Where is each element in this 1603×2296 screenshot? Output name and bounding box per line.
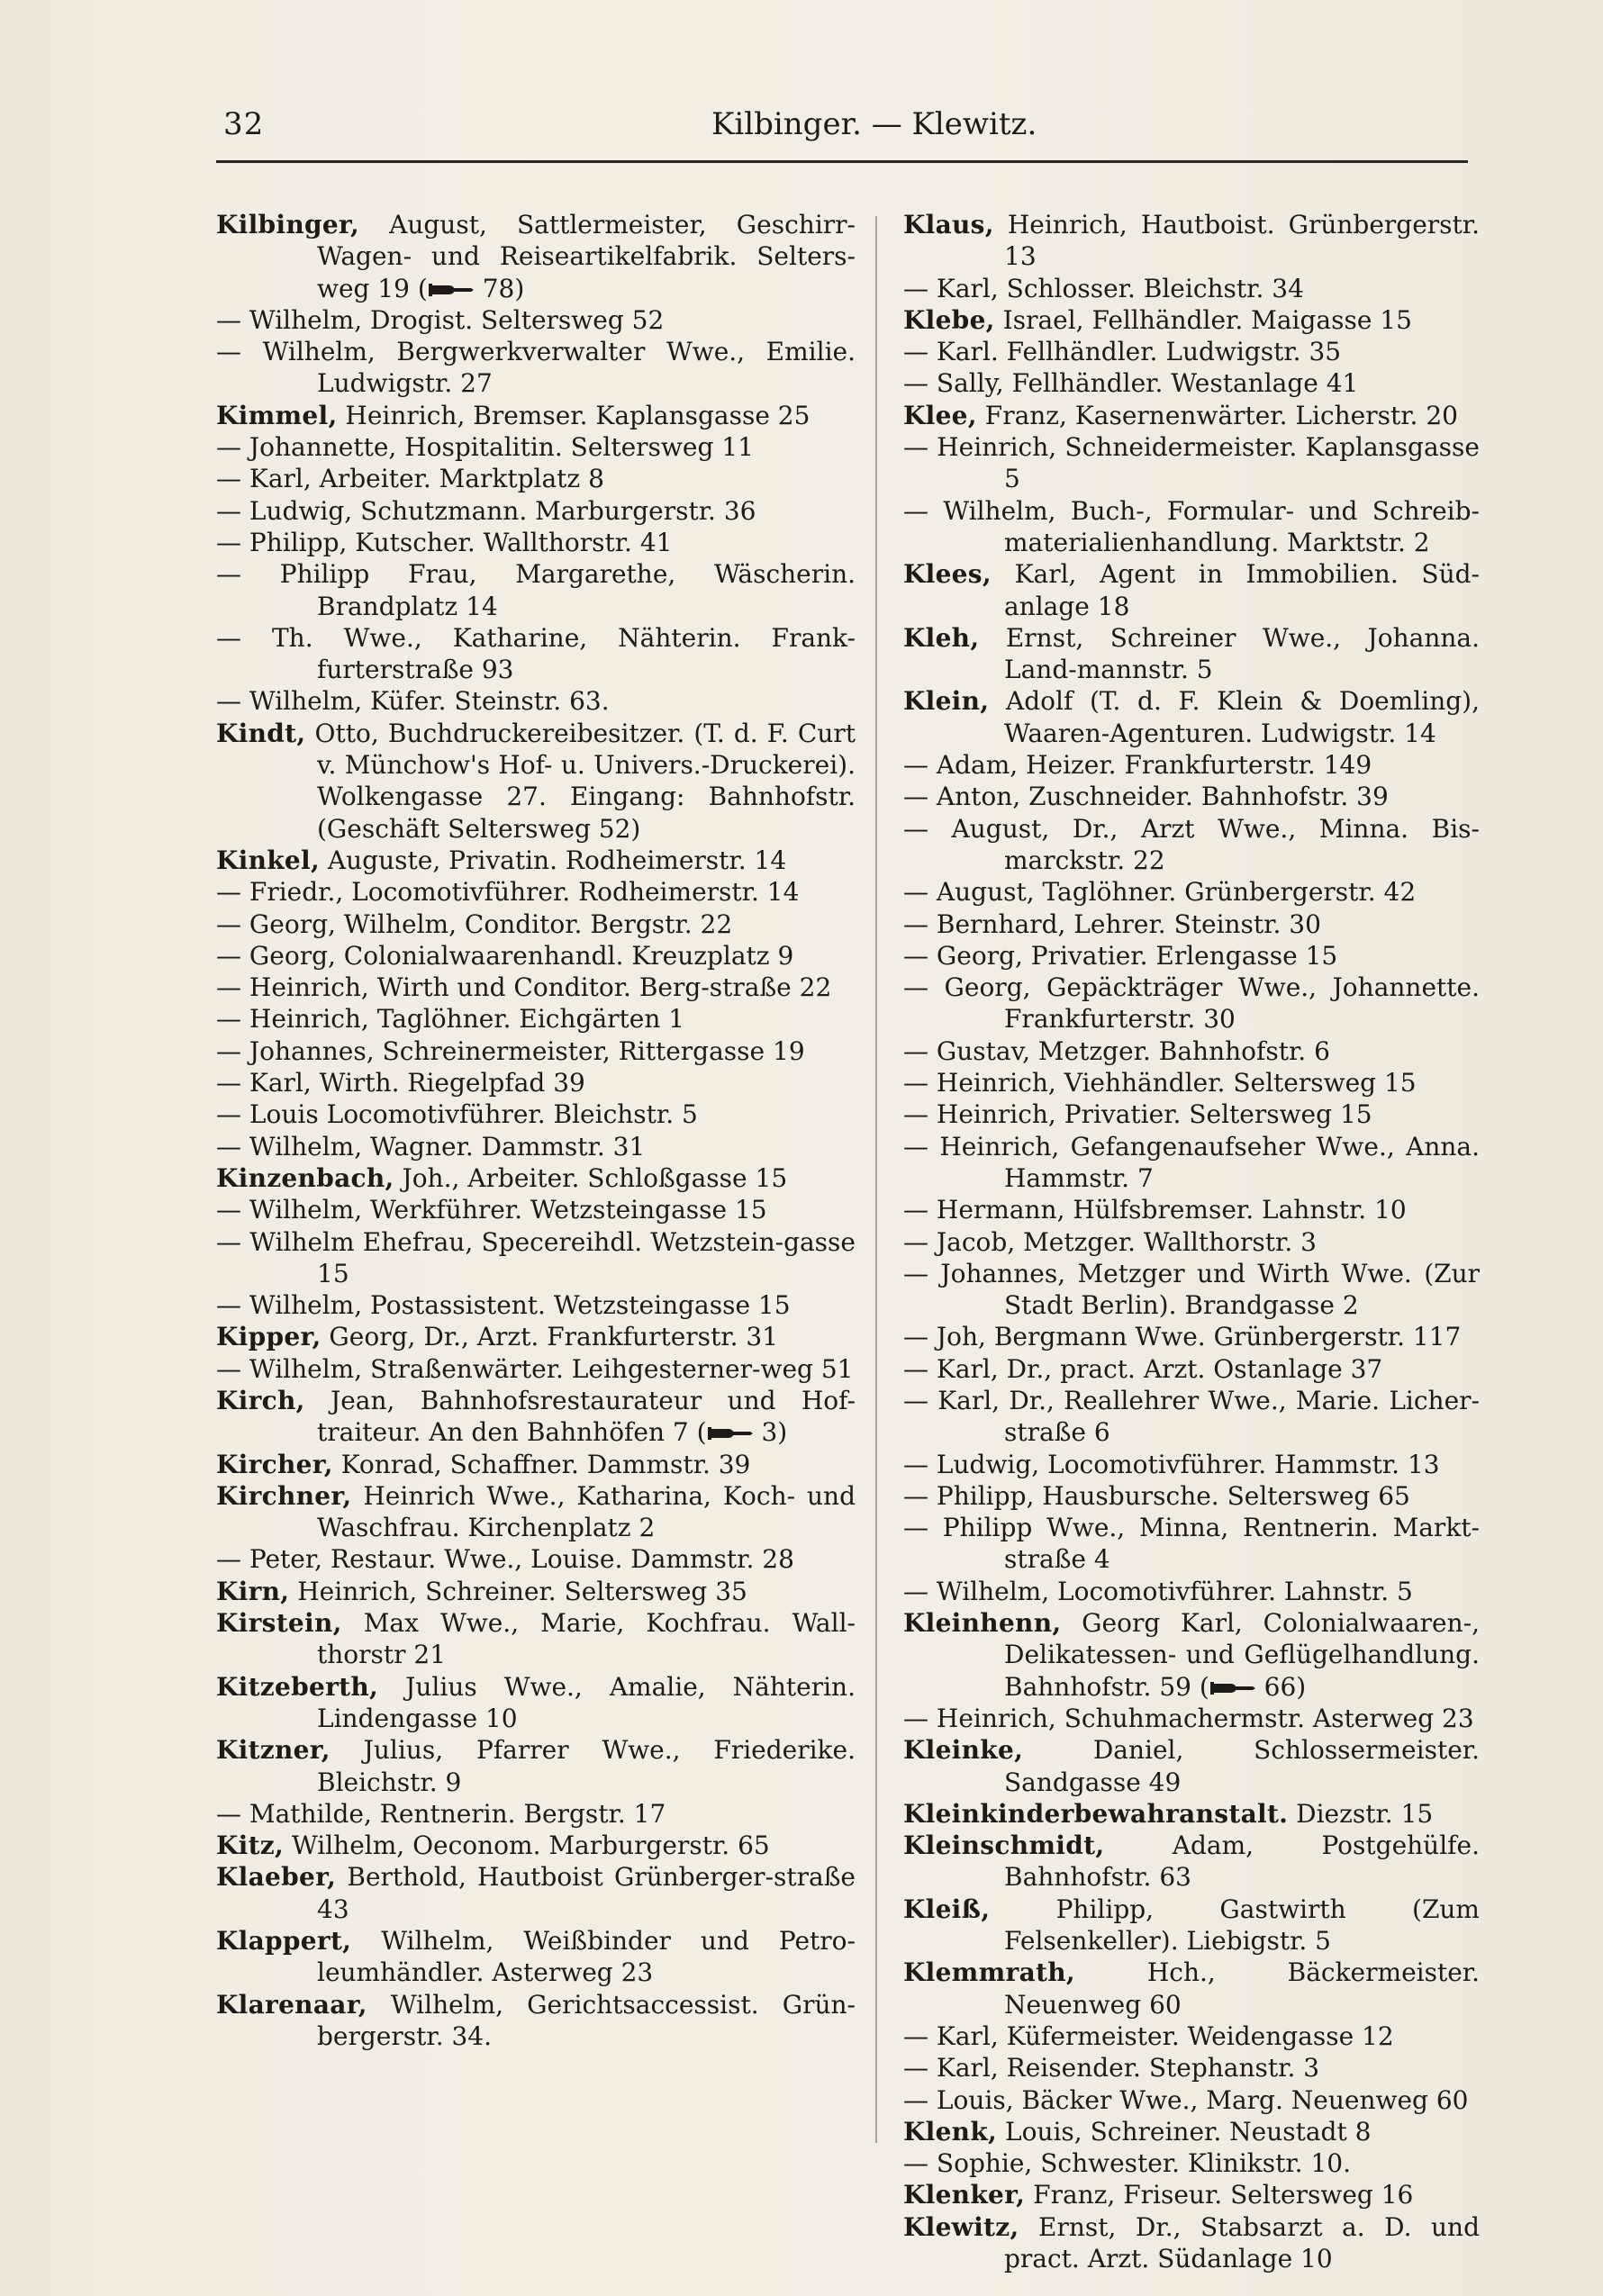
entry-details: — Wilhelm, Buch-, Formular- und Schreib-materialienhandlung. Marktstr. 2: [903, 495, 1480, 557]
entry-details: Julius, Pfarrer Wwe., Friederike. Bleichstr. 9: [317, 1735, 856, 1797]
entry-details: — Philipp, Kutscher. Wallthorstr. 41: [216, 527, 673, 557]
entry-details: Max Wwe., Marie, Kochfrau. Wall-thorstr 21: [317, 1608, 856, 1670]
directory-entry: [216, 908, 856, 940]
directory-entry: [903, 1385, 1480, 1449]
entry-details: Israel, Fellhändler. Maigasse 15: [994, 304, 1412, 335]
directory-entry: [903, 908, 1480, 940]
directory-entry: [216, 336, 856, 400]
header-rule: [216, 160, 1468, 163]
entry-surname: Klebe,: [903, 304, 995, 335]
directory-entry: [903, 685, 1480, 749]
entry-surname: Klee,: [903, 400, 977, 430]
telephone-hand-icon: [1209, 1679, 1256, 1697]
directory-entry: [216, 558, 856, 622]
directory-entry: [903, 1226, 1480, 1258]
directory-entry: [216, 1989, 856, 2053]
entry-details: — August, Taglöhner. Grünbergerstr. 42: [903, 877, 1417, 908]
entry-surname: Klees,: [903, 559, 992, 590]
directory-entry: [903, 781, 1480, 812]
entry-details: — Philipp Frau, Margarethe, Wäscherin. Brandplatz 14: [216, 559, 856, 621]
directory-entry: [903, 558, 1480, 622]
directory-entry: [216, 685, 856, 717]
entry-surname: Kleinschmidt,: [903, 1830, 1105, 1861]
directory-entry: [216, 845, 856, 876]
entry-details: — Philipp, Hausbursche. Seltersweg 65: [903, 1480, 1410, 1511]
entry-surname: Kirn,: [216, 1576, 290, 1606]
page-number: 32: [223, 106, 265, 142]
directory-entry: [216, 1607, 856, 1671]
entry-details: — Louis, Bäcker Wwe., Marg. Neuenweg 60: [903, 2084, 1469, 2115]
directory-entry: [216, 1925, 856, 1989]
entry-surname: Klenk,: [903, 2116, 998, 2147]
directory-entry: [216, 718, 856, 845]
directory-entry: [216, 209, 856, 304]
entry-details: — Mathilde, Rentnerin. Bergstr. 17: [216, 1798, 666, 1829]
directory-entry: [903, 209, 1480, 273]
entry-details: — Louis Locomotivführer. Bleichstr. 5: [216, 1099, 698, 1130]
entry-details: Diezstr. 15: [1288, 1798, 1434, 1829]
directory-entry: [903, 1258, 1480, 1322]
entry-details: — Wilhelm Ehefrau, Specereihdl. Wetzstein-gasse 15: [216, 1226, 856, 1288]
directory-entry: [216, 1576, 856, 1607]
directory-entry: [903, 1703, 1480, 1734]
directory-entry: [216, 1321, 856, 1352]
entry-surname: Kirstein,: [216, 1608, 342, 1639]
entry-details: — Karl, Dr., pract. Arzt. Ostanlage 37: [903, 1353, 1383, 1384]
directory-entry: [903, 336, 1480, 367]
entry-details: Auguste, Privatin. Rodheimerstr. 14: [320, 845, 787, 875]
directory-entry: [216, 1067, 856, 1098]
entry-details: — Karl, Schlosser. Bleichstr. 34: [903, 273, 1304, 303]
entry-details: — Bernhard, Lehrer. Steinstr. 30: [903, 908, 1321, 939]
telephone-number: 78): [474, 273, 525, 303]
entry-details: — Gustav, Metzger. Bahnhofstr. 6: [903, 1035, 1330, 1066]
directory-entry: [216, 972, 856, 1003]
entry-details: — Adam, Heizer. Frankfurterstr. 149: [903, 750, 1372, 781]
entry-details: Georg, Dr., Arzt. Frankfurterstr. 31: [321, 1322, 779, 1352]
entry-surname: Kirch,: [216, 1385, 305, 1415]
directory-entry: [903, 876, 1480, 908]
directory-entry: [216, 304, 856, 336]
entry-surname: Kleinkinderbewahranstalt.: [903, 1798, 1289, 1829]
directory-entry: [216, 1194, 856, 1225]
directory-entry: [216, 1035, 856, 1067]
entry-details: — Sally, Fellhändler. Westanlage 41: [903, 368, 1359, 399]
entry-details: — Heinrich, Gefangenaufseher Wwe., Anna. Hammstr. 7: [903, 1131, 1480, 1193]
entry-details: Ernst, Schreiner Wwe., Johanna. Land-mannstr. 5: [979, 622, 1480, 685]
entry-details: — Georg, Colonialwaarenhandl. Kreuzplatz 9: [216, 940, 794, 971]
entry-surname: Kleh,: [903, 622, 980, 653]
directory-entry: [903, 1734, 1480, 1798]
entry-surname: Kleiß,: [903, 1894, 991, 1924]
entry-surname: Kimmel,: [216, 400, 338, 430]
directory-entry: [216, 1162, 856, 1194]
directory-entry: [903, 1098, 1480, 1130]
directory-entry: [903, 367, 1480, 399]
entry-details: — Johannes, Schreinermeister, Rittergasse 19: [216, 1035, 805, 1066]
directory-entry: [216, 1543, 856, 1575]
entry-details: Julius Wwe., Amalie, Nähterin. Lindengasse 10: [317, 1671, 856, 1733]
entry-details: — Wilhelm, Straßenwärter. Leihgesterner-weg 51: [216, 1353, 854, 1384]
column-divider: [875, 216, 877, 2143]
entry-surname: Kirchner,: [216, 1480, 352, 1511]
directory-entry: [216, 1226, 856, 1290]
directory-entry: [903, 2147, 1480, 2179]
directory-entry: [903, 495, 1480, 559]
entry-details: Wilhelm, Oeconom. Marburgerstr. 65: [284, 1830, 770, 1861]
entry-details: Jean, Bahnhofsrestaurateur und Hof-traiteur. An den Bahnhöfen 7 (: [304, 1385, 856, 1448]
telephone-number: 66): [1255, 1671, 1307, 1702]
directory-entry: [903, 431, 1480, 495]
entry-details: — Heinrich, Taglöhner. Eichgärten 1: [216, 1004, 685, 1035]
directory-entry: [903, 1798, 1480, 1830]
entry-surname: Klappert,: [216, 1926, 352, 1957]
directory-entry: [903, 1321, 1480, 1352]
directory-entry: [903, 1035, 1480, 1067]
entry-details: — Johannes, Metzger und Wirth Wwe. (Zur Stadt Berlin). Brandgasse 2: [903, 1258, 1480, 1321]
directory-entry: [216, 622, 856, 686]
directory-entry: [903, 304, 1480, 336]
entry-details: Konrad, Schaffner. Dammstr. 39: [332, 1449, 751, 1479]
entry-details: — Heinrich, Schuhmachermstr. Asterweg 23: [903, 1703, 1474, 1733]
directory-entry: [216, 1671, 856, 1735]
entry-details: Adam, Postgehülfe. Bahnhofstr. 63: [1004, 1830, 1480, 1893]
entry-details: — Sophie, Schwester. Klinikstr. 10.: [903, 2148, 1351, 2179]
directory-entry: [903, 1449, 1480, 1480]
entry-details: — Jacob, Metzger. Wallthorstr. 3: [903, 1226, 1317, 1257]
directory-entry: [903, 813, 1480, 877]
directory-entry: [216, 1861, 856, 1925]
entry-surname: Klenker,: [903, 2180, 1026, 2210]
directory-entry: [216, 463, 856, 494]
entry-details: Wilhelm, Gerichtsaccessist. Grün-bergerstr. 34.: [317, 1989, 856, 2051]
entry-details: — Ludwig, Schutzmann. Marburgerstr. 36: [216, 495, 756, 526]
entry-surname: Klemmrath,: [903, 1957, 1075, 1988]
entry-details: Daniel, Schlossermeister. Sandgasse 49: [1004, 1735, 1480, 1797]
directory-entry: [903, 940, 1480, 972]
entry-details: — Wilhelm, Werkführer. Wetzsteingasse 15: [216, 1195, 767, 1225]
entry-surname: Kilbinger,: [216, 210, 360, 240]
entry-details: Heinrich, Schreiner. Seltersweg 35: [289, 1576, 747, 1606]
directory-entry: [903, 972, 1480, 1035]
right-column: [903, 209, 1480, 2274]
directory-entry: [903, 2052, 1480, 2084]
entry-details: Louis, Schreiner. Neustadt 8: [997, 2116, 1372, 2147]
directory-entry: [903, 2211, 1480, 2275]
entry-surname: Klewitz,: [903, 2211, 1019, 2242]
entry-details: — Karl, Arbeiter. Marktplatz 8: [216, 464, 604, 494]
directory-entry: [216, 1289, 856, 1321]
entry-surname: Kleinke,: [903, 1735, 1024, 1766]
entry-details: — Philipp Wwe., Minna, Rentnerin. Markt-straße 4: [903, 1513, 1480, 1575]
entry-details: — Heinrich, Viehhändler. Seltersweg 15: [903, 1068, 1417, 1098]
directory-entry: [903, 273, 1480, 304]
entry-details: — August, Dr., Arzt Wwe., Minna. Bis-marckstr. 22: [903, 813, 1480, 875]
entry-details: Ernst, Dr., Stabsarzt a. D. und pract. Arzt. Südanlage 10: [1004, 2211, 1480, 2273]
entry-details: — Heinrich, Wirth und Conditor. Berg-straße 22: [216, 972, 832, 1003]
entry-surname: Kindt,: [216, 718, 306, 748]
directory-entry: [903, 2020, 1480, 2052]
entry-details: Heinrich Wwe., Katharina, Koch- und Waschfrau. Kirchenplatz 2: [317, 1480, 856, 1543]
directory-entry: [216, 1385, 856, 1449]
directory-entry: [216, 1480, 856, 1544]
entry-details: — Wilhelm, Locomotivführer. Lahnstr. 5: [903, 1576, 1413, 1606]
directory-entry: [216, 940, 856, 972]
entry-surname: Klarenaar,: [216, 1989, 367, 2020]
directory-entry: [903, 1576, 1480, 1607]
entry-surname: Kitz,: [216, 1830, 285, 1861]
entry-surname: Klein,: [903, 686, 990, 717]
directory-entry: [903, 1830, 1480, 1894]
directory-entry: [216, 400, 856, 431]
telephone-hand-icon: [707, 1424, 754, 1442]
entry-surname: Kipper,: [216, 1322, 322, 1352]
directory-entry: [903, 1067, 1480, 1098]
entry-details: Wilhelm, Weißbinder und Petro-leumhändler. Asterweg 23: [317, 1926, 856, 1988]
directory-entry: [903, 622, 1480, 686]
entry-surname: Klaus,: [903, 210, 994, 240]
entry-details: Karl, Agent in Immobilien. Süd-anlage 18: [991, 559, 1480, 621]
entry-details: — Heinrich, Privatier. Seltersweg 15: [903, 1099, 1372, 1130]
entry-details: — Karl, Dr., Reallehrer Wwe., Marie. Licher-straße 6: [903, 1385, 1480, 1448]
directory-entry: [903, 1607, 1480, 1703]
entry-surname: Kitzner,: [216, 1735, 331, 1766]
entry-details: — Heinrich, Schneidermeister. Kaplansgasse 5: [903, 432, 1480, 494]
entry-details: — Georg, Wilhelm, Conditor. Bergstr. 22: [216, 908, 733, 939]
directory-entry: [903, 1512, 1480, 1576]
directory-entry: [216, 1449, 856, 1480]
telephone-number: 3): [753, 1417, 788, 1448]
directory-entry: [216, 431, 856, 463]
entry-details: Franz, Friseur. Seltersweg 16: [1025, 2180, 1414, 2210]
entry-details: — Georg, Privatier. Erlengasse 15: [903, 940, 1338, 971]
directory-entry: [903, 1480, 1480, 1512]
entry-details: Philipp, Gastwirth (Zum Felsenkeller). Liebigstr. 5: [990, 1894, 1480, 1957]
directory-entry: [216, 495, 856, 527]
entry-surname: Kleinhenn,: [903, 1608, 1062, 1639]
entry-surname: Kitzeberth,: [216, 1671, 379, 1702]
directory-entry: [903, 1957, 1480, 2020]
running-header: Kilbinger. — Klewitz.: [711, 106, 1037, 142]
entry-details: — Peter, Restaur. Wwe., Louise. Dammstr. 28: [216, 1544, 794, 1575]
directory-entry: [216, 876, 856, 908]
directory-entry: [903, 2179, 1480, 2210]
entry-surname: Klaeber,: [216, 1862, 337, 1893]
left-column: [216, 209, 856, 2052]
entry-details: Heinrich, Hautboist. Grünbergerstr. 13: [993, 210, 1480, 272]
entry-details: — Wilhelm, Küfer. Steinstr. 63.: [216, 686, 610, 717]
directory-entry: [216, 1003, 856, 1035]
entry-details: — Hermann, Hülfsbremser. Lahnstr. 10: [903, 1195, 1407, 1225]
entry-details: — Wilhelm, Drogist. Seltersweg 52: [216, 304, 665, 335]
directory-entry: [903, 1131, 1480, 1195]
directory-entry: [216, 1798, 856, 1830]
entry-details: — Karl, Wirth. Riegelpfad 39: [216, 1068, 585, 1098]
directory-entry: [216, 1353, 856, 1385]
entry-surname: Kinkel,: [216, 845, 321, 875]
directory-entry: [903, 2116, 1480, 2147]
directory-entry: [216, 1734, 856, 1798]
directory-entry: [903, 400, 1480, 431]
entry-details: August, Sattlermeister, Geschirr- Wagen- und Reiseartikelfabrik. Selters-weg 19 (: [317, 210, 856, 303]
telephone-hand-icon: [428, 281, 475, 299]
directory-entry: [903, 749, 1480, 781]
entry-details: — Georg, Gepäckträger Wwe., Johannette. Frankfurterstr. 30: [903, 972, 1480, 1035]
entry-details: Otto, Buchdruckereibesitzer. (T. d. F. Curt v. Münchow's Hof- u. Univers.-Druckerei). Wolkengasse 27. Eingang: Bahnhofstr. (Geschäft Seltersweg 52): [305, 718, 856, 844]
entry-details: Joh., Arbeiter. Schloßgasse 15: [394, 1162, 788, 1193]
entry-details: — Friedr., Locomotivführer. Rodheimerstr. 14: [216, 877, 800, 908]
directory-entry: [903, 1194, 1480, 1225]
directory-entry: [216, 1131, 856, 1162]
entry-details: Hch., Bäckermeister. Neuenweg 60: [1004, 1957, 1480, 2020]
entry-surname: Kircher,: [216, 1449, 333, 1479]
entry-details: — Karl, Reisender. Stephanstr. 3: [903, 2053, 1320, 2084]
entry-details: — Karl, Küfermeister. Weidengasse 12: [903, 2020, 1394, 2051]
entry-details: — Th. Wwe., Katharine, Nähterin. Frank-furterstraße 93: [216, 622, 856, 685]
entry-details: — Karl. Fellhändler. Ludwigstr. 35: [903, 337, 1342, 367]
entry-surname: Kinzenbach,: [216, 1162, 394, 1193]
entry-details: Berthold, Hautboist Grünberger-straße 43: [317, 1862, 856, 1924]
directory-entry: [216, 527, 856, 558]
directory-entry: [216, 1830, 856, 1861]
directory-entry: [903, 2084, 1480, 2116]
entry-details: — Wilhelm, Postassistent. Wetzsteingasse 15: [216, 1290, 791, 1321]
entry-details: — Joh, Bergmann Wwe. Grünbergerstr. 117: [903, 1322, 1462, 1352]
directory-entry: [216, 1098, 856, 1130]
entry-details: Heinrich, Bremser. Kaplansgasse 25: [337, 400, 811, 430]
directory-entry: [903, 1894, 1480, 1957]
entry-details: — Johannette, Hospitalitin. Seltersweg 11: [216, 432, 754, 463]
directory-entry: [903, 1353, 1480, 1385]
entry-details: — Wilhelm, Bergwerkverwalter Wwe., Emilie. Ludwigstr. 27: [216, 337, 856, 399]
entry-details: Adolf (T. d. F. Klein & Doemling), Waaren-Agenturen. Ludwigstr. 14: [989, 686, 1480, 748]
entry-details: — Anton, Zuschneider. Bahnhofstr. 39: [903, 782, 1389, 812]
entry-details: Franz, Kasernenwärter. Licherstr. 20: [976, 400, 1458, 430]
entry-details: Georg Karl, Colonialwaaren-, Delikatessen- und Geflügelhandlung. Bahnhofstr. 59 (: [1004, 1608, 1480, 1702]
entry-details: — Ludwig, Locomotivführer. Hammstr. 13: [903, 1449, 1440, 1479]
entry-details: — Wilhelm, Wagner. Dammstr. 31: [216, 1131, 646, 1162]
